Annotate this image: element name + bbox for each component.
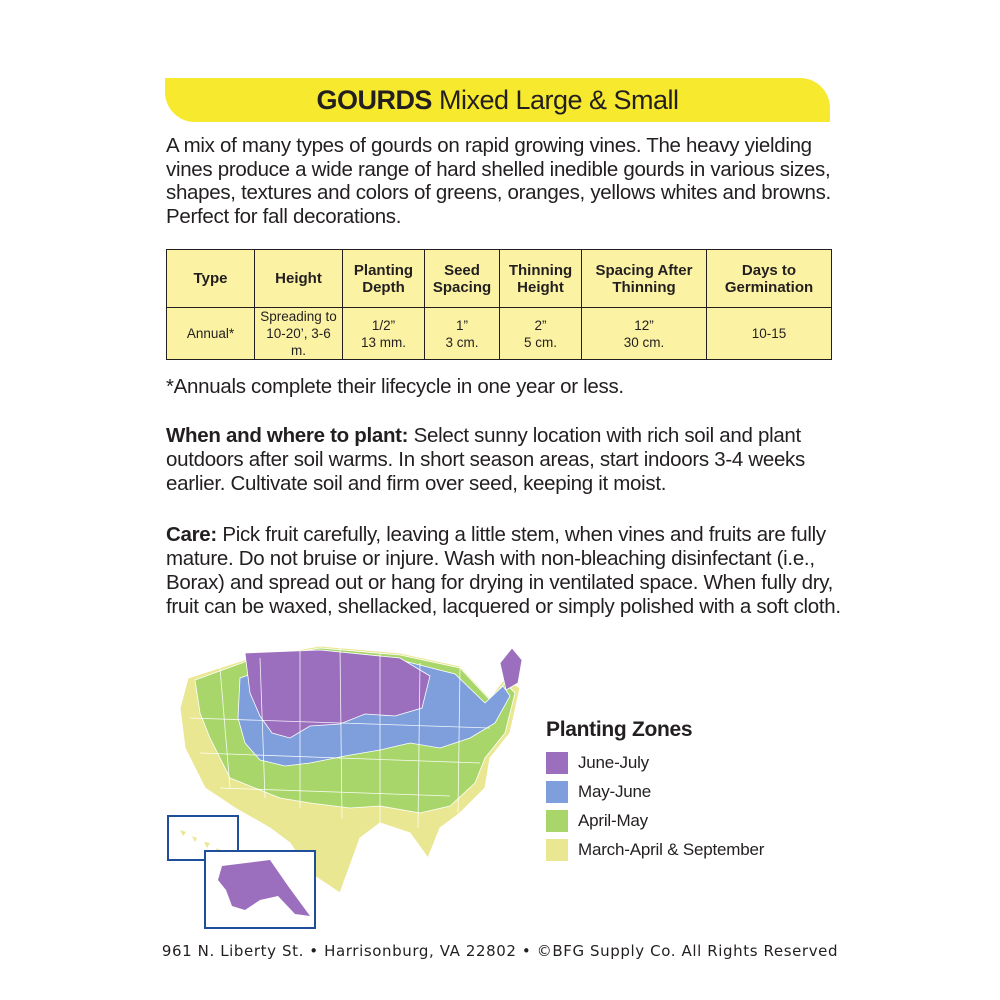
header-thinning-height: Thinning Height [500, 250, 582, 308]
legend-label: April-May [578, 810, 648, 830]
value-thinning-height: 2” 5 cm. [500, 308, 582, 360]
header-seed-spacing: Seed Spacing [425, 250, 500, 308]
value-days-to-germination: 10-15 [707, 308, 832, 360]
legend-item [546, 806, 764, 835]
when-where-text: Select sunny location with rich soil and plant outdoors after soil warms. In short season areas, start indoors 3-4 weeks earlier. Cultivate soil and firm over seed, keeping it moist. [166, 424, 805, 495]
value-spacing-after-thinning: 12” 30 cm. [582, 308, 707, 360]
care-section [166, 523, 846, 619]
value-seed-spacing: 1” 3 cm. [425, 308, 500, 360]
legend-label: June-July [578, 752, 649, 772]
legend-swatch-april-may [546, 810, 568, 832]
value-height: Spreading to 10-20’, 3-6 m. [255, 308, 343, 360]
annual-footnote: *Annuals complete their lifecycle in one year or less. [166, 375, 624, 398]
legend-swatch-may-june [546, 781, 568, 803]
intro-paragraph: A mix of many types of gourds on rapid growing vines. The heavy yielding vines produce a wide range of hard shelled inedible gourds in various sizes, shapes, textures and colors of greens, oranges, yellows whites and browns. Perfect for fall decorations. [166, 134, 831, 228]
legend-label: March-April & September [578, 839, 765, 859]
value-type: Annual* [167, 308, 255, 360]
title-subtitle: Mixed Large & Small [438, 84, 679, 115]
table-header-row [167, 250, 832, 308]
header-planting-depth: Planting Depth [343, 250, 425, 308]
legend-swatch-march-april-september [546, 839, 568, 861]
header-spacing-after-thinning: Spacing After Thinning [582, 250, 707, 308]
care-heading: Care: [166, 523, 217, 546]
legend-swatch-june-july [546, 752, 568, 774]
legend-item [546, 835, 764, 864]
title-banner [165, 78, 830, 122]
header-height: Height [255, 250, 343, 308]
planting-specs-table [166, 249, 832, 360]
header-type: Type [167, 250, 255, 308]
legend-item [546, 777, 764, 806]
planting-zones-legend [546, 718, 764, 864]
legend-title: Planting Zones [546, 718, 693, 741]
header-days-to-germination: Days to Germination [707, 250, 832, 308]
footer-address: 961 N. Liberty St. • Harrisonburg, VA 22802 • ©BFG Supply Co. All Rights Reserved [161, 942, 839, 960]
table-row [167, 308, 832, 360]
when-where-heading: When and where to plant: [166, 424, 409, 447]
care-text: Pick fruit carefully, leaving a little stem, when vines and fruits are fully mature. Do not bruise or injure. Wash with non-bleaching disinfectant (i.e., Borax) and spread out or hang for drying in ventilated space. When fully dry, fruit can be waxed, shellacked, lacquered or simply polished with a soft cloth. [166, 523, 841, 618]
when-where-section [166, 424, 846, 496]
legend-item [546, 748, 764, 777]
planting-zones-map [160, 638, 560, 938]
value-planting-depth: 1/2” 13 mm. [343, 308, 425, 360]
title-bold: GOURDS [316, 84, 432, 115]
legend-label: May-June [578, 781, 652, 801]
